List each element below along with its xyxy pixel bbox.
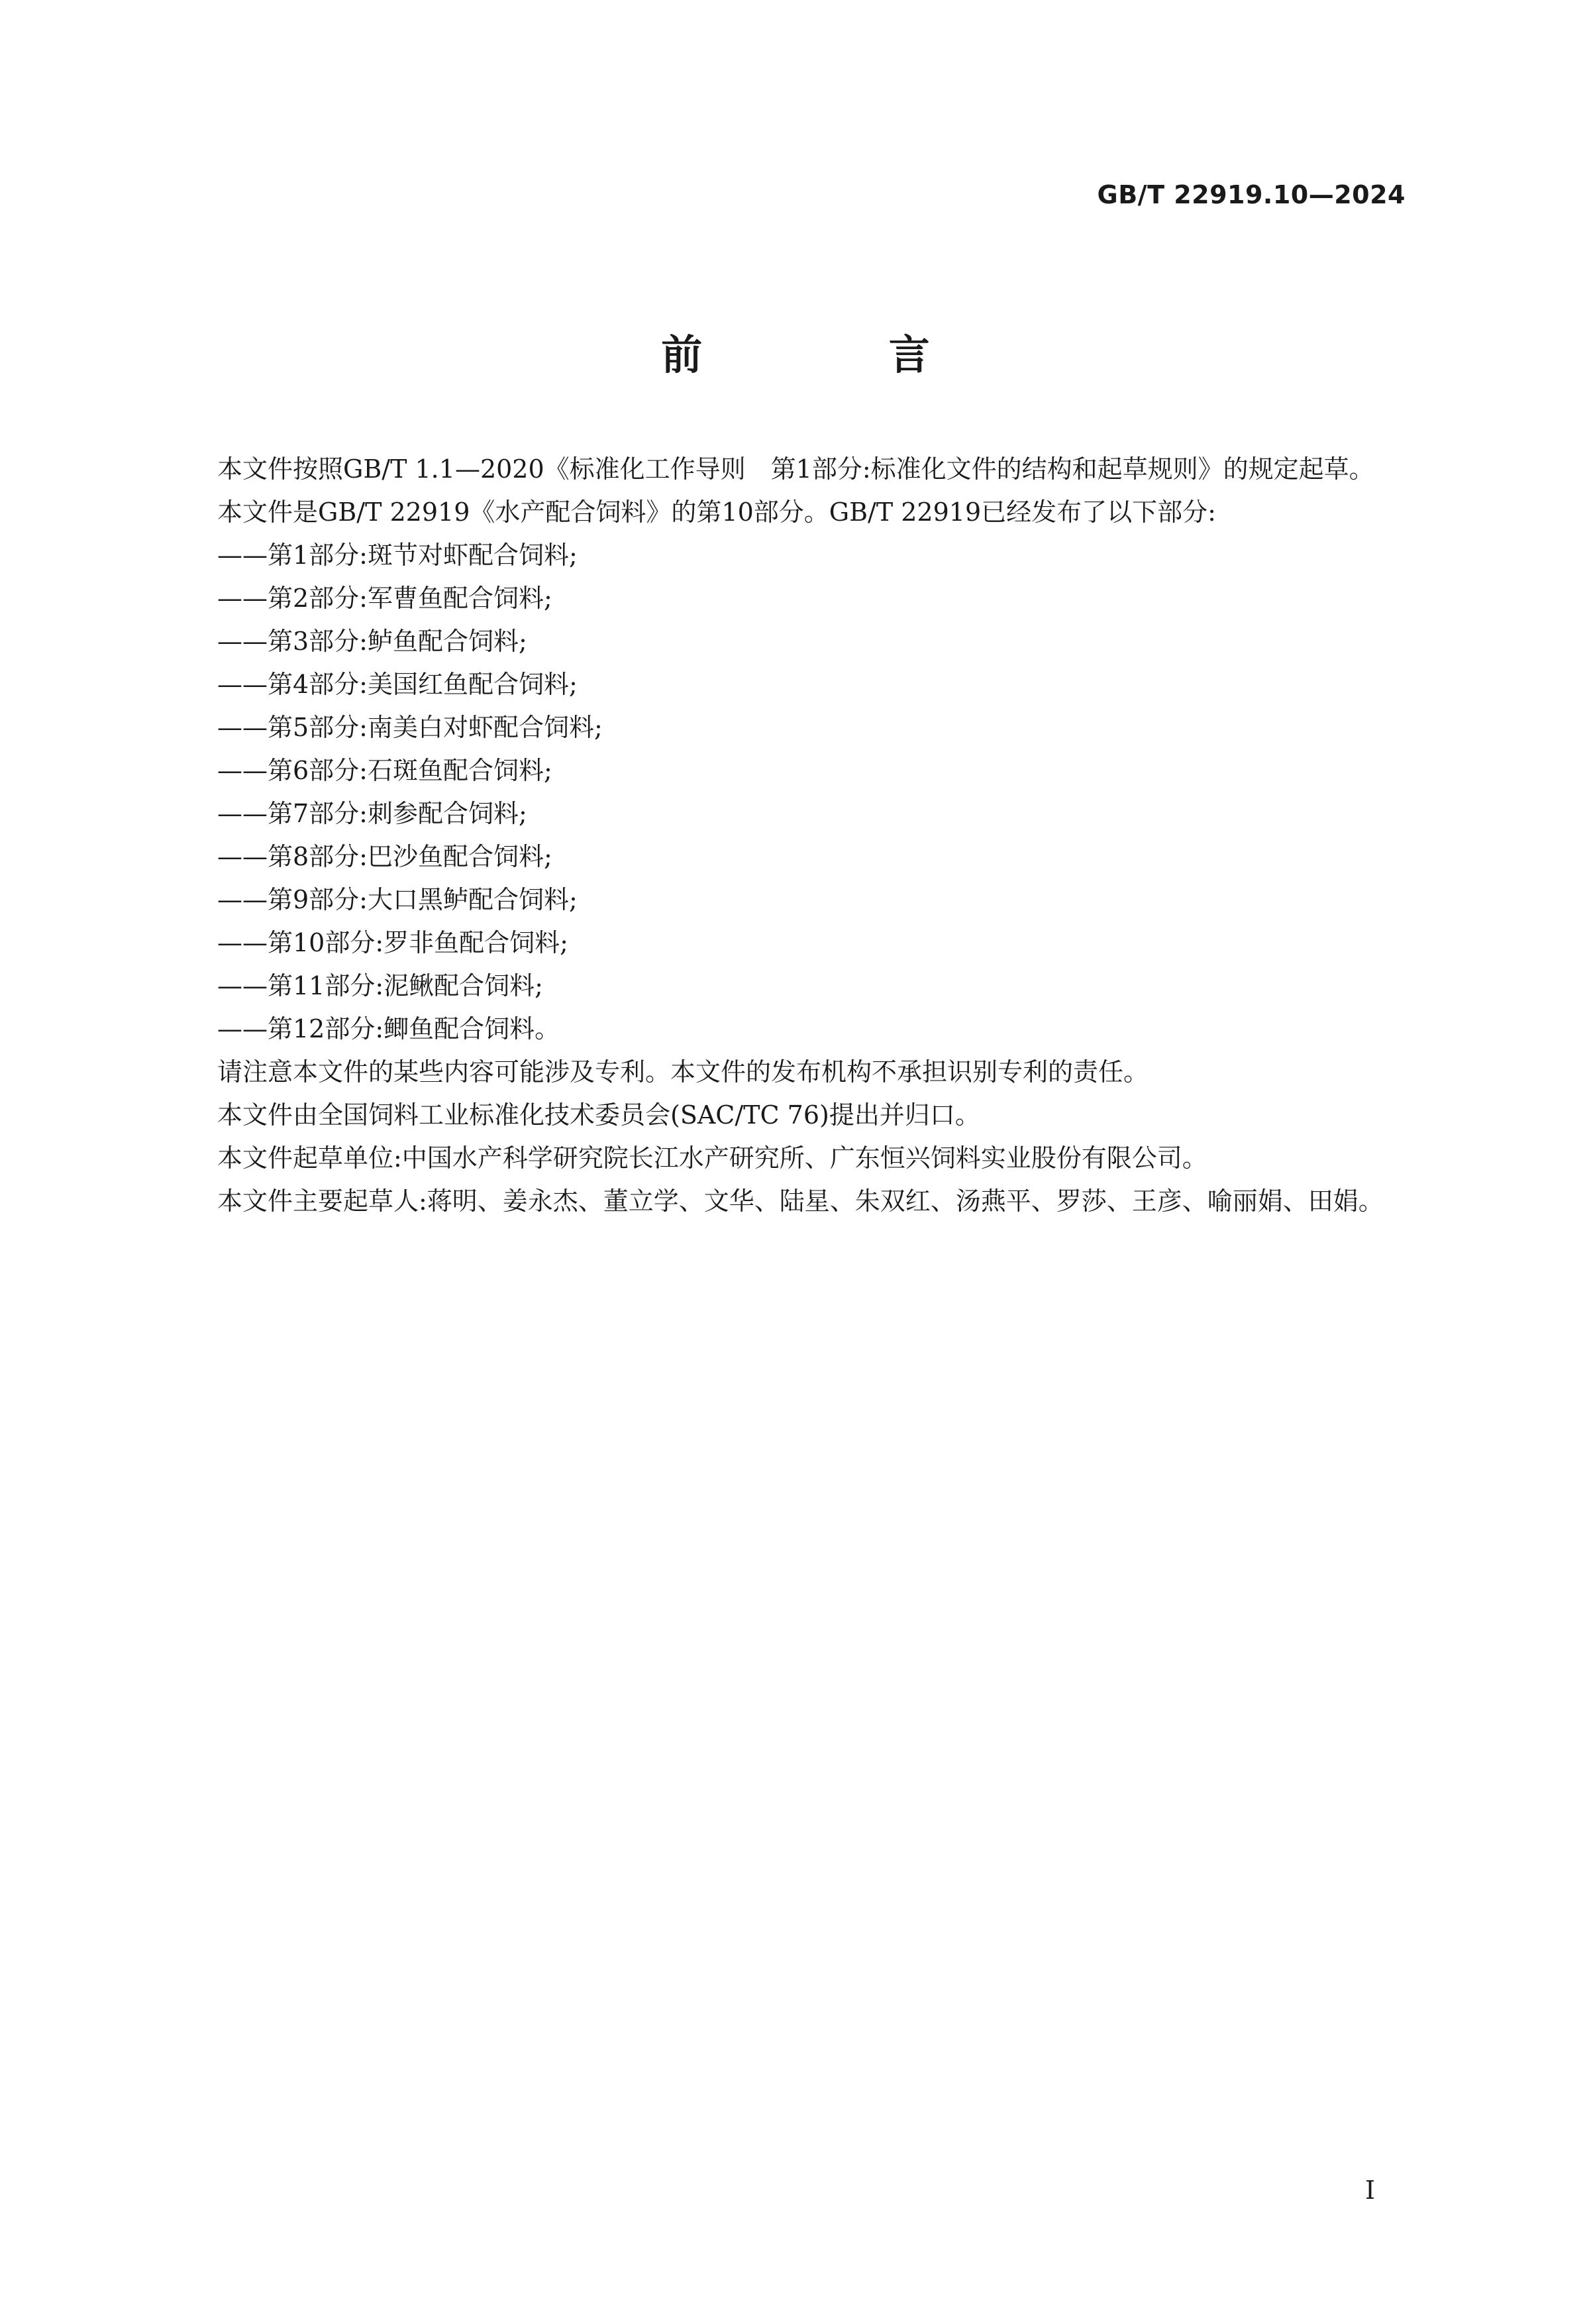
part-list-item: ——第7部分:刺参配合饲料; — [217, 799, 527, 828]
paragraph-drafting-rules: 本文件按照GB/T 1.1—2020《标准化工作导则 第1部分:标准化文件的结构和起草规则》的规定起草。 — [217, 454, 1374, 484]
paragraph-drafters: 本文件主要起草人:蒋明、姜永杰、董立学、文华、陆星、朱双红、汤燕平、罗莎、王彦、喻丽娟、田娟。 — [217, 1187, 1384, 1216]
standard-number: GB/T 22919.10—2024 — [1097, 180, 1406, 209]
paragraph-patent-notice: 请注意本文件的某些内容可能涉及专利。本文件的发布机构不承担识别专利的责任。 — [217, 1057, 1149, 1086]
part-list-item: ——第3部分:鲈鱼配合饲料; — [217, 627, 527, 656]
part-list-item: ——第5部分:南美白对虾配合饲料; — [217, 713, 603, 742]
part-list-item: ——第9部分:大口黑鲈配合饲料; — [217, 885, 578, 914]
part-list-item: ——第8部分:巴沙鱼配合饲料; — [217, 842, 552, 871]
foreword-body — [162, 448, 1413, 1223]
part-list-item: ——第12部分:鲫鱼配合饲料。 — [217, 1014, 560, 1043]
part-list-item: ——第4部分:美国红鱼配合饲料; — [217, 670, 578, 699]
part-list-item: ——第2部分:军曹鱼配合饲料; — [217, 584, 552, 613]
paragraph-drafting-units: 本文件起草单位:中国水产科学研究院长江水产研究所、广东恒兴饲料实业股份有限公司。 — [217, 1143, 1207, 1173]
part-list-item: ——第1部分:斑节对虾配合饲料; — [217, 541, 578, 570]
page-number: Ⅰ — [1364, 2176, 1375, 2205]
part-list-item: ——第10部分:罗非鱼配合饲料; — [217, 928, 568, 957]
paragraph-proposer: 本文件由全国饲料工业标准化技术委员会(SAC/TC 76)提出并归口。 — [217, 1100, 980, 1130]
part-list-item: ——第6部分:石斑鱼配合饲料; — [217, 756, 552, 785]
paragraph-series-intro: 本文件是GB/T 22919《水产配合饲料》的第10部分。GB/T 22919已经发布了以下部分: — [217, 498, 1216, 527]
page-title: 前 言 — [661, 331, 1016, 379]
part-list-item: ——第11部分:泥鳅配合饲料; — [217, 971, 543, 1000]
